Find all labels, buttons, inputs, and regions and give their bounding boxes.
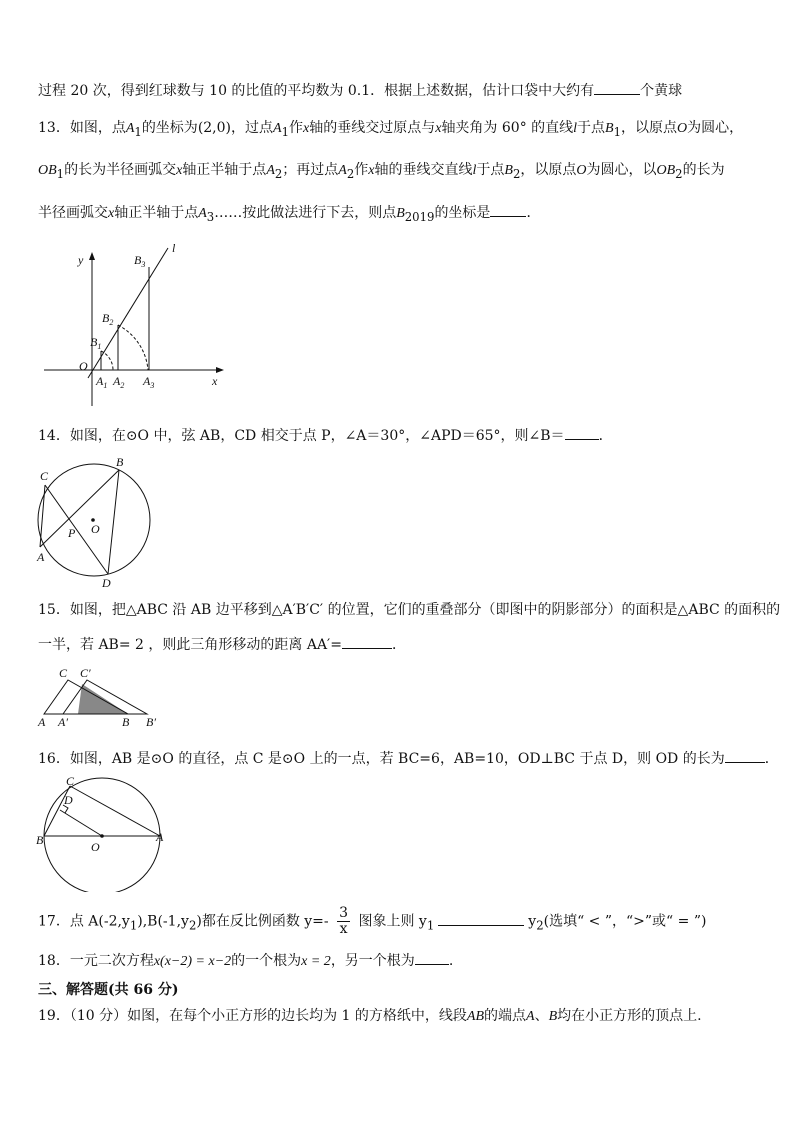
label-c: C [59,666,68,680]
q17-text: )都在反比例函数 y=- [196,913,329,930]
label-b1: $B_1$ [90,335,102,351]
label-o: O [79,359,88,373]
q13-text: 于点 [577,120,606,136]
fraction-denominator: x [339,921,348,937]
q18-line [38,950,453,972]
q13-text: 为圆心， [687,120,744,136]
q13-line-2: $OB_1$的长为半径画弧交x轴正半轴于点$A_2$；再过点$A_2$作x轴的垂线交直线l于点$B_2$，以原点O为圆心，以$OB_2$的长为 [38,162,725,181]
q18-text: ，另一个根为 [330,953,415,969]
q14-line [38,425,613,446]
q13-text: 轴正半轴于点 [114,205,199,221]
q12-answer-blank [594,80,640,95]
q12-tail-suffix: 个黄球 [640,83,683,99]
q17-text: (选填“ < ”，“>”或“ = ”) [543,913,707,930]
q13-text: 的坐标为 [141,120,198,136]
q13-text: ． [526,205,541,221]
q14-text: 14．如图，在⊙O 中，弦 AB，CD 相交于点 P，∠A＝30°，∠APD＝65°，则∠B＝ [38,428,565,444]
q13-line-1: 13．如图，点$A_1$的坐标为(2,0)，过点$A_1$作x轴的垂线交过原点与x轴夹角为 60° 的直线l于点$B_1$，以原点O为圆心， [38,120,744,139]
q13-line-3: 半径画弧交x轴正半轴于点$A_3\dots\dots$按此做法进行下去，则点$B_{2019}$的坐标是 ． [38,202,540,227]
segment-ca [40,485,45,547]
q16-text-end: ． [764,751,779,767]
q19-line [38,1006,702,1027]
q17-sub: 1 [426,918,435,933]
q16-answer-blank [725,748,765,763]
q15-text-end: ． [391,637,406,653]
q17-text: y [528,913,537,930]
label-a1: $A_1$ [96,374,108,390]
line-l [88,248,168,378]
q17-sub: 2 [536,918,544,933]
label-b3: $B_3$ [134,253,146,269]
q13-coord: (2,0) [197,120,232,136]
q18-text-end: . [448,953,454,969]
q16-text: 16．如图，AB 是⊙O 的直径，点 C 是⊙O 上的一点，若 BC=6，AB=10，OD⊥BC 于点 D，则 OD 的长为 [38,751,725,767]
segment-bd [108,470,119,574]
q15-text: 15．如图，把△ABC 沿 AB 边平移到△A′B′C′ 的位置，它们的重叠部分（即图中的阴影部分）的面积是△ABC 的面积的 [38,602,781,618]
q14-text-end: ． [598,428,613,444]
fraction-numerator: 3 [339,905,349,921]
q15-figure [36,666,166,728]
label-d: D [64,793,73,807]
q18-answer-blank [415,950,449,965]
q18-equation: x(x−2) = x−2 [153,954,232,969]
q12-tail-text: 过程 20 次，得到红球数与 10 的比值的平均数为 0.1．根据上述数据，估计口袋中大约有 [38,83,595,99]
q13-text: 轴正半轴于点 [182,162,267,178]
q13-text: 轴的垂线交直线 [374,162,473,178]
q18-root: x = 2 [301,954,331,969]
q13-figure [40,242,240,412]
q15-answer-blank [342,634,392,649]
label-y: y [78,253,84,267]
q19-point-b: B [548,1009,558,1024]
chord-ab [40,470,119,547]
q14-figure [32,452,162,592]
q14-answer-blank [565,425,599,440]
q13-text: ，过点 [231,120,274,136]
label-b-prime: B′ [146,715,156,728]
q12-tail-line [38,80,682,101]
section-title: 三、解答题(共 66 分) [38,982,179,998]
label-a: A [156,830,164,844]
label-a: A [38,715,46,728]
q19-text: 的端点 [484,1008,526,1024]
label-a-prime: A′ [58,715,68,728]
q18-text: 的一个根为 [231,953,302,969]
q13-answer-blank [490,202,526,217]
q17-text: 17．点 A(-2,y [38,913,130,930]
q13-text: 作 [354,162,369,178]
q13-text: 半径画弧交 [38,205,108,221]
q13-text: 13．如图，点 [38,120,126,136]
q13-text: 为圆心，以 [586,162,657,178]
label-p: P [68,526,76,540]
label-b: B [116,455,124,469]
q15-line-2 [38,634,406,655]
q13-text: ，以原点 [520,162,577,178]
q17-answer-blank [438,911,524,926]
q13-text: 轴夹角为 60° 的直线 [441,120,574,136]
label-b: B [122,715,130,728]
q16-line [38,748,779,769]
q15-text: 一半，若 AB= 2 ，则此三角形移动的距离 AA′= [38,637,342,653]
q13-text: 的坐标是 [434,205,491,221]
y-axis-arrow [89,252,95,260]
q15-line-1 [38,600,780,620]
segment-od [60,810,102,836]
arc-2 [118,325,148,370]
q17-sub: 1 [129,918,138,933]
center-point [100,834,104,838]
q19-text: 19．（10 分）如图，在每个小正方形的边长均为 1 的方格纸中，线段 [38,1008,467,1024]
label-x: x [212,374,218,388]
q19-point-a: A [526,1009,535,1024]
chord-ca [70,786,160,836]
label-c: C [40,469,49,483]
q13-text: ；再过点 [282,162,339,178]
q13-text: ……按此做法进行下去，则点 [214,205,397,221]
q13-text: 作 [289,120,303,136]
q13-text: 轴的垂线交过原点与 [309,120,436,136]
x-axis-arrow [216,367,224,373]
q17-text: ),B(-1,y [137,913,189,930]
q13-text: ，以原点 [621,120,678,136]
q19-text: 均在小正方形的顶点上. [557,1008,702,1024]
q19-text: 、 [534,1008,549,1024]
label-b2: $B_2$ [102,311,114,327]
label-o: O [91,522,100,536]
label-a2: $A_2$ [113,374,125,390]
q17-line [38,906,706,937]
fraction [337,906,350,937]
q17-text: 图象上则 y [358,913,427,930]
label-b: B [36,833,44,847]
label-l: l [172,242,176,255]
label-a: A [37,550,45,564]
label-o: O [91,840,100,854]
q19-segment: AB [466,1009,484,1024]
q13-var-a: A [125,121,135,136]
q13-text: 于点 [476,162,505,178]
q13-text: 的长为半径画弧交 [64,162,177,178]
q17-sub: 2 [188,918,197,933]
q18-text: 18．一元二次方程 [38,953,154,969]
q16-figure [34,774,174,892]
label-a3: $A_3$ [143,374,155,390]
label-d: D [102,576,111,590]
label-c-prime: C′ [80,666,91,680]
label-c: C [66,774,75,788]
q13-text: 的长为 [682,162,725,178]
